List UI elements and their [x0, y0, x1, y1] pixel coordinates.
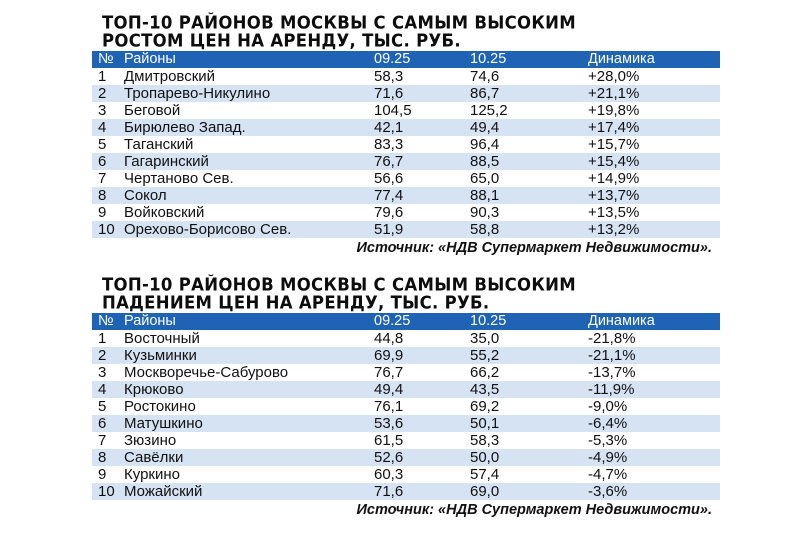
- dynamics-cell: -11,9%: [588, 381, 720, 398]
- oct-value-cell: 65,0: [470, 170, 500, 187]
- sep-value-cell: 49,4: [374, 381, 470, 398]
- dynamics-cell: -5,3%: [588, 432, 628, 449]
- sep-value-cell: 71,6: [374, 85, 470, 102]
- oct-value-cell: 57,4: [470, 466, 500, 483]
- sep-value-cell: 60,3: [374, 466, 404, 483]
- dynamics-cell: -4,7%: [588, 466, 628, 483]
- sep-value-cell: 44,8: [374, 330, 404, 347]
- table-row: [92, 119, 720, 136]
- sep-value-cell: 52,6: [374, 449, 470, 466]
- district-cell: Таганский: [124, 136, 194, 153]
- dynamics-cell: +17,4%: [588, 119, 720, 136]
- district-cell: Тропарево-Никулино: [124, 85, 374, 102]
- row-number-cell: 6: [92, 415, 124, 432]
- district-cell: Ростокино: [124, 398, 196, 415]
- sep-value-cell: 104,5: [374, 102, 412, 119]
- sep-value-cell: 76,1: [374, 398, 404, 415]
- table-row: [92, 136, 720, 153]
- oct-value-cell: 74,6: [470, 68, 500, 85]
- rent-decline-title: [102, 276, 720, 312]
- sep-value-cell: 61,5: [374, 432, 404, 449]
- rent-growth-block: [92, 14, 720, 257]
- dynamics-cell: +13,2%: [588, 221, 720, 238]
- table-header-row: [92, 313, 720, 330]
- row-number-cell: 2: [92, 347, 124, 364]
- row-number-cell: 1: [98, 68, 107, 85]
- dynamics-cell: -6,4%: [588, 415, 720, 432]
- col-oct-header: 10.25: [470, 51, 588, 68]
- table-header-row: [92, 51, 720, 68]
- oct-value-cell: 35,0: [470, 330, 500, 347]
- table-row: [92, 364, 720, 381]
- district-cell: Бирюлево Запад.: [124, 119, 374, 136]
- col-sep-header: 09.25: [374, 51, 470, 68]
- sep-value-cell: 42,1: [374, 119, 470, 136]
- sep-value-cell: 76,7: [374, 153, 470, 170]
- oct-value-cell: 88,5: [470, 153, 588, 170]
- oct-value-cell: 50,1: [470, 415, 588, 432]
- district-cell: Дмитровский: [124, 68, 216, 85]
- district-cell: Зюзино: [124, 432, 177, 449]
- dynamics-cell: -4,9%: [588, 449, 720, 466]
- district-cell: Кузьминки: [124, 347, 374, 364]
- dynamics-cell: +15,7%: [588, 136, 640, 153]
- district-cell: Крюково: [124, 381, 374, 398]
- col-sep-header: 09.25: [374, 313, 470, 330]
- district-cell: Куркино: [124, 466, 180, 483]
- table-row: [92, 466, 720, 483]
- table-row: [92, 449, 720, 466]
- rent-growth-table: [92, 51, 720, 238]
- oct-value-cell: 96,4: [470, 136, 500, 153]
- district-cell: Матушкино: [124, 415, 374, 432]
- dynamics-cell: -13,7%: [588, 364, 636, 381]
- table-row: [92, 187, 720, 204]
- oct-value-cell: 58,3: [470, 432, 500, 449]
- table-row: [92, 170, 720, 187]
- row-number-cell: 2: [92, 85, 124, 102]
- oct-value-cell: 58,8: [470, 221, 588, 238]
- table-row: [92, 85, 720, 102]
- oct-value-cell: 69,0: [470, 483, 588, 500]
- district-cell: Сокол: [124, 187, 374, 204]
- table-row: [92, 415, 720, 432]
- row-number-cell: 3: [98, 364, 107, 381]
- oct-value-cell: 90,3: [470, 204, 500, 221]
- dynamics-cell: +19,8%: [588, 102, 640, 119]
- row-number-cell: 1: [98, 330, 107, 347]
- table-row: [92, 102, 720, 119]
- row-number-cell: 5: [98, 398, 107, 415]
- district-cell: Чертаново Сев.: [124, 170, 234, 187]
- row-number-cell: 4: [92, 119, 124, 136]
- table-row: [92, 330, 720, 347]
- title-line-1: ТОП-10 РАЙОНОВ МОСКВЫ С САМЫМ ВЫСОКИМ: [102, 12, 576, 33]
- district-cell: Орехово-Борисово Сев.: [124, 221, 374, 238]
- col-oct-header: 10.25: [470, 313, 588, 330]
- district-cell: Войковский: [124, 204, 205, 221]
- sep-value-cell: 83,3: [374, 136, 404, 153]
- oct-value-cell: 55,2: [470, 347, 588, 364]
- dynamics-cell: -3,6%: [588, 483, 720, 500]
- oct-value-cell: 125,2: [470, 102, 508, 119]
- sep-value-cell: 53,6: [374, 415, 470, 432]
- district-cell: Гагаринский: [124, 153, 374, 170]
- dynamics-cell: -21,8%: [588, 330, 636, 347]
- sep-value-cell: 77,4: [374, 187, 470, 204]
- col-district-header: Районы: [124, 51, 374, 68]
- sep-value-cell: 69,9: [374, 347, 470, 364]
- rent-decline-block: [92, 276, 720, 519]
- sep-value-cell: 56,6: [374, 170, 404, 187]
- dynamics-cell: +15,4%: [588, 153, 720, 170]
- title-line-2: ПАДЕНИЕМ ЦЕН НА АРЕНДУ, ТЫС. РУБ.: [102, 292, 490, 313]
- table-row: [92, 347, 720, 364]
- row-number-cell: 6: [92, 153, 124, 170]
- oct-value-cell: 86,7: [470, 85, 588, 102]
- row-number-cell: 10: [92, 483, 124, 500]
- dynamics-cell: +28,0%: [588, 68, 640, 85]
- col-dynamics-header: Динамика: [588, 51, 720, 68]
- table-row: [92, 483, 720, 500]
- table-row: [92, 221, 720, 238]
- row-number-cell: 3: [98, 102, 107, 119]
- title-line-2: РОСТОМ ЦЕН НА АРЕНДУ, ТЫС. РУБ.: [102, 30, 461, 51]
- table-body: [92, 330, 720, 500]
- row-number-cell: 5: [98, 136, 107, 153]
- dynamics-cell: -9,0%: [588, 398, 628, 415]
- dynamics-cell: -21,1%: [588, 347, 720, 364]
- oct-value-cell: 66,2: [470, 364, 500, 381]
- row-number-cell: 10: [92, 221, 124, 238]
- col-number-header: №: [92, 313, 124, 330]
- sep-value-cell: 76,7: [374, 364, 404, 381]
- oct-value-cell: 49,4: [470, 119, 588, 136]
- table-row: [92, 153, 720, 170]
- sep-value-cell: 58,3: [374, 68, 404, 85]
- row-number-cell: 7: [98, 432, 107, 449]
- table-row: [92, 381, 720, 398]
- col-number-header: №: [92, 51, 124, 68]
- district-cell: Восточный: [124, 330, 200, 347]
- oct-value-cell: 43,5: [470, 381, 588, 398]
- dynamics-cell: +13,7%: [588, 187, 720, 204]
- table-row: [92, 398, 720, 415]
- rent-growth-title: [102, 14, 720, 50]
- oct-value-cell: 88,1: [470, 187, 588, 204]
- title-line-1: ТОП-10 РАЙОНОВ МОСКВЫ С САМЫМ ВЫСОКИМ: [102, 274, 576, 295]
- dynamics-cell: +13,5%: [588, 204, 640, 221]
- source-note: Источник: «НДВ Супермаркет Недвижимости».: [356, 240, 712, 256]
- oct-value-cell: 50,0: [470, 449, 588, 466]
- sep-value-cell: 71,6: [374, 483, 470, 500]
- district-cell: Можайский: [124, 483, 374, 500]
- row-number-cell: 8: [92, 187, 124, 204]
- col-dynamics-header: Динамика: [588, 313, 720, 330]
- dynamics-cell: +21,1%: [588, 85, 720, 102]
- table-row: [92, 68, 720, 85]
- rent-decline-table: [92, 313, 720, 500]
- sep-value-cell: 51,9: [374, 221, 470, 238]
- row-number-cell: 4: [92, 381, 124, 398]
- row-number-cell: 7: [98, 170, 107, 187]
- table-row: [92, 432, 720, 449]
- col-district-header: Районы: [124, 313, 374, 330]
- row-number-cell: 9: [98, 204, 107, 221]
- district-cell: Москворечье-Сабурово: [124, 364, 289, 381]
- table-row: [92, 204, 720, 221]
- oct-value-cell: 69,2: [470, 398, 500, 415]
- district-cell: Савёлки: [124, 449, 374, 466]
- row-number-cell: 9: [98, 466, 107, 483]
- row-number-cell: 8: [92, 449, 124, 466]
- table-body: [92, 68, 720, 238]
- dynamics-cell: +14,9%: [588, 170, 640, 187]
- sep-value-cell: 79,6: [374, 204, 404, 221]
- source-note: Источник: «НДВ Супермаркет Недвижимости».: [356, 502, 712, 518]
- district-cell: Беговой: [124, 102, 181, 119]
